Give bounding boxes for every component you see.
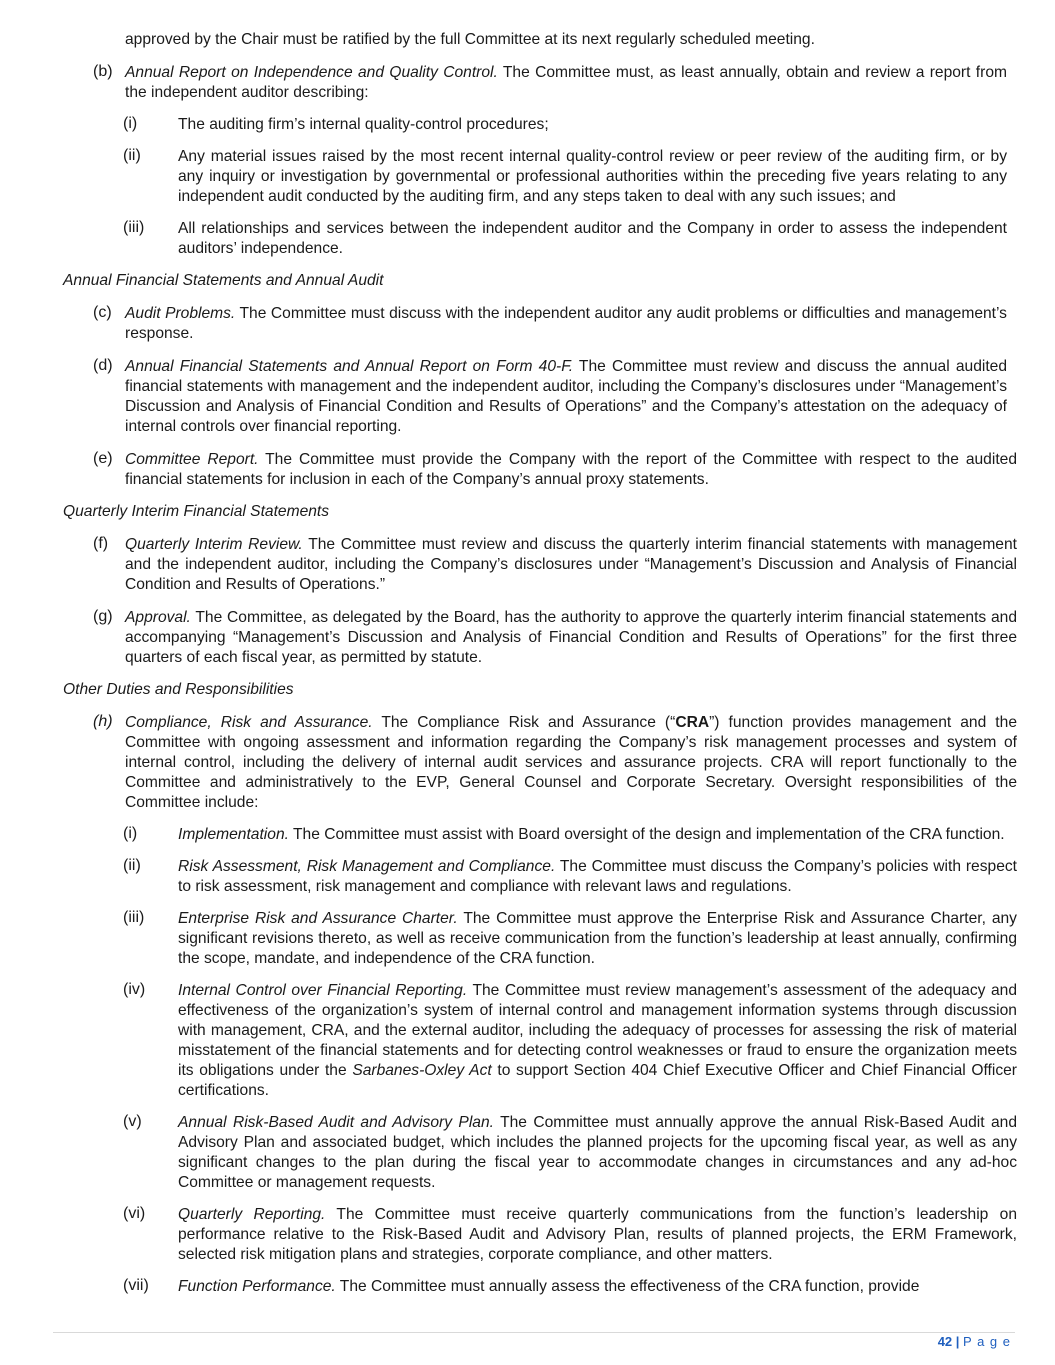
sub-title: Risk Assessment, Risk Management and Compliance. bbox=[178, 858, 556, 875]
sub-body: The Committee must review management’s assessment of the adequacy and effectiveness of the organization’s system of internal control and management information systems through discussion with management, CRA, and the external auditor, including the adequacy of processes for assessing the risk of material misstatement of the financial statements and for detecting control weaknesses or fraud to ensure the organization meets its obligations under the bbox=[178, 982, 1018, 1079]
item-body: The Committee must provide the Company with the report of the Committee with respect to the audited financial statements for inclusion in each of the Company’s annual proxy statements. bbox=[125, 451, 1017, 488]
item-title: Annual Report on Independence and Quality Control. bbox=[125, 64, 498, 81]
item-title: Approval. bbox=[125, 609, 191, 626]
item-body: The Committee, as delegated by the Board, has the authority to approve the quarterly interim financial statements and accompanying “Management’s Discussion and Analysis of Financial Condition and Results of Operations” for the first three quarters of each fiscal year, as permitted by statute. bbox=[125, 609, 1017, 666]
sub-label: (iv) bbox=[123, 981, 146, 998]
sub-title: Quarterly Reporting. bbox=[178, 1206, 326, 1223]
item-label: (e) bbox=[93, 450, 113, 467]
item-title: Annual Financial Statements and Annual Report on Form 40-F. bbox=[125, 358, 574, 375]
item-d bbox=[93, 357, 1008, 437]
sub-text: Any material issues raised by the most recent internal quality-control review or peer review of the auditing firm, or by any inquiry or investigation by governmental or professional authorities within the preceding five years relating to any independent audit conducted by the auditing firm, and any steps taken to deal with any such issues; and bbox=[178, 148, 1007, 205]
item-body: The Committee must review and discuss the annual audited financial statements with management and the independent auditor, including the Company’s disclosures under “Management’s Discussion and Analysis of Financial Condition and Results of Operations” and the Company’s attestation on the adequacy of internal controls over financial reporting. bbox=[125, 358, 1008, 435]
item-title: Quarterly Interim Review. bbox=[125, 536, 303, 553]
continued-paragraph: approved by the Chair must be ratified by the full Committee at its next regularly scheduled meeting. bbox=[125, 31, 815, 48]
sub-title: Annual Risk-Based Audit and Advisory Plan. bbox=[178, 1114, 494, 1131]
item-b-sub-iii bbox=[123, 219, 1007, 259]
item-label: (h) bbox=[93, 713, 113, 730]
item-text bbox=[125, 535, 1017, 595]
sub-text: The auditing firm’s internal quality-control procedures; bbox=[178, 116, 549, 133]
sub-body: The Committee must annually approve the annual Risk-Based Audit and Advisory Plan and associated budget, which includes the planned projects for the upcoming fiscal year, as well as any significant changes to the plan during the fiscal year to accommodate changes in circumstances and any ad-hoc Committee or management requests. bbox=[178, 1114, 1017, 1191]
item-f bbox=[93, 535, 1017, 595]
item-body: The Committee must review and discuss the quarterly interim financial statements with management and the independent auditor, including the Company’s disclosures under “Management’s Discussion and Analysis of Financial Condition and Results of Operations.” bbox=[125, 536, 1017, 593]
sub-text bbox=[178, 857, 1017, 897]
item-text bbox=[125, 450, 1017, 490]
sub-title: Implementation. bbox=[178, 826, 289, 843]
sub-label: (i) bbox=[123, 115, 138, 132]
sub-title: Enterprise Risk and Assurance Charter. bbox=[178, 910, 458, 927]
sub-label: (ii) bbox=[123, 857, 141, 874]
page-footer bbox=[938, 1334, 1011, 1349]
section-heading-quarterly: Quarterly Interim Financial Statements bbox=[63, 503, 330, 520]
sub-text: All relationships and services between the independent auditor and the Company in order to assess the independent auditors’ independence. bbox=[178, 220, 1007, 257]
sub-label: (v) bbox=[123, 1113, 142, 1130]
sub-body-continued: to support Section 404 Chief Executive Officer and Chief Financial Officer certifications. bbox=[178, 1062, 1017, 1099]
item-b-sub-ii bbox=[123, 147, 1007, 207]
item-text bbox=[125, 608, 1017, 668]
item-body: The Compliance Risk and Assurance (“ bbox=[372, 714, 676, 731]
sub-text bbox=[178, 1113, 1017, 1193]
item-h-sub-vii bbox=[123, 1277, 1017, 1297]
item-text bbox=[125, 357, 1007, 437]
item-label: (c) bbox=[93, 304, 112, 321]
page-word: P a g e bbox=[963, 1334, 1011, 1349]
item-e bbox=[93, 450, 1017, 490]
footer-divider bbox=[53, 1332, 1015, 1333]
item-text bbox=[125, 63, 1007, 103]
act-name: Sarbanes-Oxley Act bbox=[352, 1062, 492, 1079]
section-heading-annual: Annual Financial Statements and Annual Audit bbox=[63, 272, 384, 289]
sub-text bbox=[178, 825, 1017, 845]
item-g bbox=[93, 608, 1017, 668]
item-h-sub-i bbox=[123, 825, 1017, 845]
sub-label: (i) bbox=[123, 825, 138, 842]
item-c bbox=[93, 304, 1007, 344]
item-label: (b) bbox=[93, 63, 113, 80]
sub-title: Function Performance. bbox=[178, 1278, 336, 1295]
item-body-continued: ”) function provides management and the Committee with ongoing assessment and information regarding the Company’s risk management processes and system of internal control, including the delivery of internal audit services and assurance projects. CRA will report functionally to the Committee and administratively to the EVP, General Counsel and Corporate Secretary. Oversight responsibilities of the Committee include: bbox=[125, 714, 1017, 811]
sub-body: The Committee must approve the Enterprise Risk and Assurance Charter, any significant revisions thereto, as well as receive communication from the function’s leadership at least annually, confirming the scope, mandate, and independence of the CRA function. bbox=[178, 910, 1017, 967]
footer-separator: | bbox=[952, 1334, 964, 1349]
item-label: (d) bbox=[93, 357, 113, 374]
item-b-sub-i bbox=[123, 115, 1007, 135]
sub-text bbox=[178, 909, 1017, 969]
section-heading-other: Other Duties and Responsibilities bbox=[63, 681, 294, 698]
item-body: The Committee must, as least annually, obtain and review a report from the independent auditor describing: bbox=[125, 64, 1007, 101]
item-title: Committee Report. bbox=[125, 451, 259, 468]
item-title: Compliance, Risk and Assurance. bbox=[125, 714, 373, 731]
sub-body: The Committee must assist with Board oversight of the design and implementation of the CRA function. bbox=[288, 826, 1005, 843]
sub-text bbox=[178, 1277, 1017, 1297]
sub-label: (vi) bbox=[123, 1205, 146, 1222]
item-h-sub-iii bbox=[123, 909, 1017, 969]
sub-body: The Committee must discuss the Company’s policies with respect to risk assessment, risk management and compliance with relevant laws and regulations. bbox=[178, 858, 1017, 895]
item-h-sub-vi bbox=[123, 1205, 1017, 1265]
item-body: The Committee must discuss with the independent auditor any audit problems or difficulties and management’s response. bbox=[125, 305, 1007, 342]
sub-label: (ii) bbox=[123, 147, 141, 164]
document-page bbox=[0, 30, 1055, 1297]
sub-text bbox=[178, 981, 1017, 1101]
page-number: 42 bbox=[937, 1334, 953, 1349]
item-label: (f) bbox=[93, 535, 109, 552]
sub-label: (vii) bbox=[123, 1277, 149, 1294]
item-label: (g) bbox=[93, 608, 113, 625]
item-h-sub-ii bbox=[123, 857, 1017, 897]
defined-term-cra: CRA bbox=[675, 714, 710, 731]
item-h-sub-v bbox=[123, 1113, 1017, 1193]
sub-body: The Committee must annually assess the effectiveness of the CRA function, provide bbox=[335, 1278, 920, 1295]
item-text bbox=[125, 304, 1007, 344]
sub-title: Internal Control over Financial Reporting. bbox=[178, 982, 468, 999]
sub-body: The Committee must receive quarterly communications from the function’s leadership on performance relative to the Risk-Based Audit and Advisory Plan, results of planned projects, the ERM Framework, selected risk mitigation plans and strategies, corporate compliance, and other matters. bbox=[178, 1206, 1017, 1263]
item-b bbox=[93, 63, 1007, 103]
sub-label: (iii) bbox=[123, 219, 145, 236]
item-text bbox=[125, 713, 1017, 813]
item-h bbox=[93, 713, 1017, 813]
item-title: Audit Problems. bbox=[125, 305, 236, 322]
item-h-sub-iv bbox=[123, 981, 1018, 1101]
sub-label: (iii) bbox=[123, 909, 145, 926]
sub-text bbox=[178, 1205, 1017, 1265]
